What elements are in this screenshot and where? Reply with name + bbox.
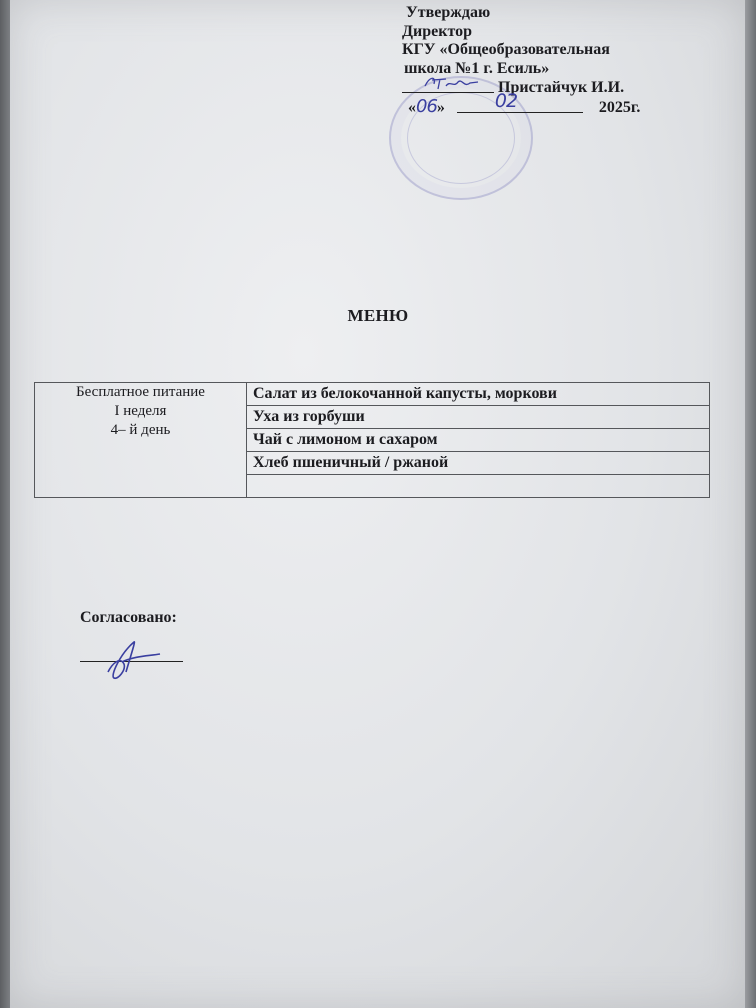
- approval-organization: КГУ «Общеобразовательная: [402, 41, 610, 58]
- date-quote-open: «: [408, 98, 416, 116]
- menu-category-cell: [35, 383, 247, 498]
- dish-cell-empty: [247, 475, 710, 498]
- category-week: I неделя: [114, 403, 167, 419]
- director-signature-line: [402, 78, 494, 93]
- approval-heading: Утверждаю: [406, 4, 491, 21]
- approval-school: школа №1 г. Есиль»: [404, 59, 550, 77]
- dish-cell: Салат из белокочанной капусты, моркови: [247, 383, 710, 406]
- date-year: 2025г.: [598, 98, 641, 116]
- date-quote-close: »: [436, 98, 445, 116]
- approval-signature-row: [402, 78, 732, 98]
- page-title: МЕНЮ: [347, 306, 409, 325]
- dish-cell: Хлеб пшеничный / ржаной: [247, 452, 710, 475]
- dish-cell: Чай с лимоном и сахаром: [247, 429, 710, 452]
- dish-cell: Уха из горбуши: [247, 406, 710, 429]
- menu-table: [34, 382, 710, 498]
- director-name: Пристайчук И.И.: [498, 79, 625, 96]
- category-meal-type: Бесплатное питание: [76, 384, 205, 400]
- approval-position: Директор: [402, 22, 472, 40]
- agreed-label: Согласовано:: [80, 609, 177, 626]
- approval-date-row: [408, 89, 732, 118]
- table-row: [35, 383, 710, 406]
- agreed-signature-line: [80, 661, 183, 662]
- document-page: [10, 0, 745, 1008]
- date-month-line: [457, 89, 583, 113]
- approval-block: [402, 4, 732, 117]
- category-day: 4– й день: [110, 422, 171, 438]
- date-month: 02: [494, 89, 518, 112]
- director-signature: [422, 74, 482, 92]
- date-day: 06: [416, 95, 437, 117]
